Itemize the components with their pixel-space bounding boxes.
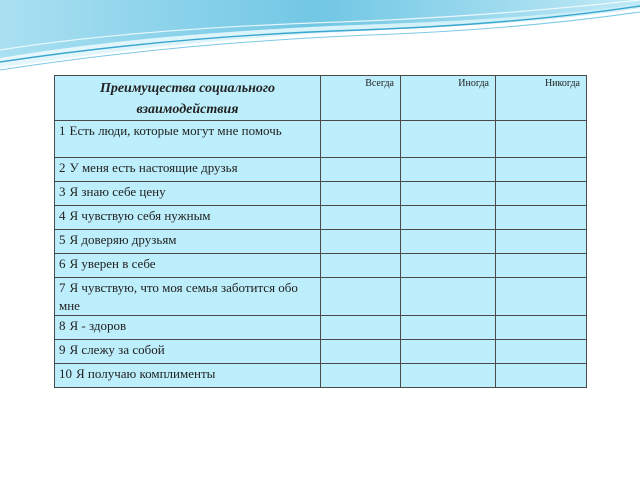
answer-never-cell[interactable] — [496, 278, 587, 316]
header-title-cell — [55, 76, 321, 121]
answer-always-cell[interactable] — [321, 230, 401, 254]
answer-never-cell[interactable] — [496, 254, 587, 278]
answer-always-cell[interactable] — [321, 278, 401, 316]
row-number: 9 — [59, 342, 66, 357]
row-statement-cell — [55, 316, 321, 340]
answer-sometimes-cell[interactable] — [401, 364, 496, 388]
row-statement: Есть люди, которые могут мне помочь — [69, 123, 282, 138]
table-row — [55, 230, 587, 254]
row-number: 7 — [59, 280, 66, 295]
answer-never-cell[interactable] — [496, 121, 587, 158]
table-row — [55, 340, 587, 364]
answer-never-cell[interactable] — [496, 364, 587, 388]
header-sometimes: Иногда — [458, 78, 489, 89]
row-number: 8 — [59, 318, 66, 333]
answer-always-cell[interactable] — [321, 206, 401, 230]
row-statement: Я знаю себе цену — [69, 184, 166, 199]
row-statement: Я доверяю друзьям — [69, 232, 177, 247]
table-row — [55, 158, 587, 182]
row-statement-cell — [55, 340, 321, 364]
answer-sometimes-cell[interactable] — [401, 278, 496, 316]
row-number: 4 — [59, 208, 66, 223]
table-row — [55, 206, 587, 230]
answer-always-cell[interactable] — [321, 340, 401, 364]
answer-never-cell[interactable] — [496, 206, 587, 230]
answer-sometimes-cell[interactable] — [401, 316, 496, 340]
row-statement: Я получаю комплименты — [76, 366, 216, 381]
header-always: Всегда — [365, 78, 394, 89]
answer-sometimes-cell[interactable] — [401, 230, 496, 254]
table-header-row — [55, 76, 587, 121]
header-sometimes-cell — [401, 76, 496, 121]
answer-always-cell[interactable] — [321, 121, 401, 158]
row-statement: У меня есть настоящие друзья — [69, 160, 238, 175]
answer-never-cell[interactable] — [496, 230, 587, 254]
header-never: Никогда — [544, 78, 580, 89]
answer-sometimes-cell[interactable] — [401, 182, 496, 206]
answer-always-cell[interactable] — [321, 158, 401, 182]
row-statement-cell — [55, 278, 321, 316]
answer-always-cell[interactable] — [321, 316, 401, 340]
answer-never-cell[interactable] — [496, 340, 587, 364]
answer-sometimes-cell[interactable] — [401, 121, 496, 158]
answer-never-cell[interactable] — [496, 182, 587, 206]
table-row — [55, 254, 587, 278]
survey-table — [54, 75, 587, 388]
row-statement: Я уверен в себе — [69, 256, 156, 271]
row-number: 3 — [59, 184, 66, 199]
row-statement-cell — [55, 158, 321, 182]
row-number: 6 — [59, 256, 66, 271]
row-number: 2 — [59, 160, 66, 175]
table-row — [55, 316, 587, 340]
row-statement: Я слежу за собой — [69, 342, 165, 357]
answer-never-cell[interactable] — [496, 158, 587, 182]
row-number: 1 — [59, 123, 66, 138]
header-title: Преимущества социального взаимодействия — [99, 81, 276, 117]
answer-never-cell[interactable] — [496, 316, 587, 340]
answer-sometimes-cell[interactable] — [401, 254, 496, 278]
table-row — [55, 182, 587, 206]
answer-always-cell[interactable] — [321, 364, 401, 388]
row-statement: Я - здоров — [69, 318, 127, 333]
row-statement-cell — [55, 121, 321, 158]
answer-sometimes-cell[interactable] — [401, 206, 496, 230]
row-statement-cell — [55, 182, 321, 206]
table-row — [55, 364, 587, 388]
row-statement-cell — [55, 230, 321, 254]
row-number: 10 — [59, 366, 72, 381]
table-row — [55, 121, 587, 158]
answer-sometimes-cell[interactable] — [401, 158, 496, 182]
header-never-cell — [496, 76, 587, 121]
header-always-cell — [321, 76, 401, 121]
row-number: 5 — [59, 232, 66, 247]
answer-sometimes-cell[interactable] — [401, 340, 496, 364]
row-statement: Я чувствую, что моя семья заботится обо мне — [59, 280, 298, 313]
row-statement-cell — [55, 364, 321, 388]
row-statement: Я чувствую себя нужным — [69, 208, 211, 223]
table-row — [55, 278, 587, 316]
row-statement-cell — [55, 206, 321, 230]
row-statement-cell — [55, 254, 321, 278]
answer-always-cell[interactable] — [321, 182, 401, 206]
answer-always-cell[interactable] — [321, 254, 401, 278]
